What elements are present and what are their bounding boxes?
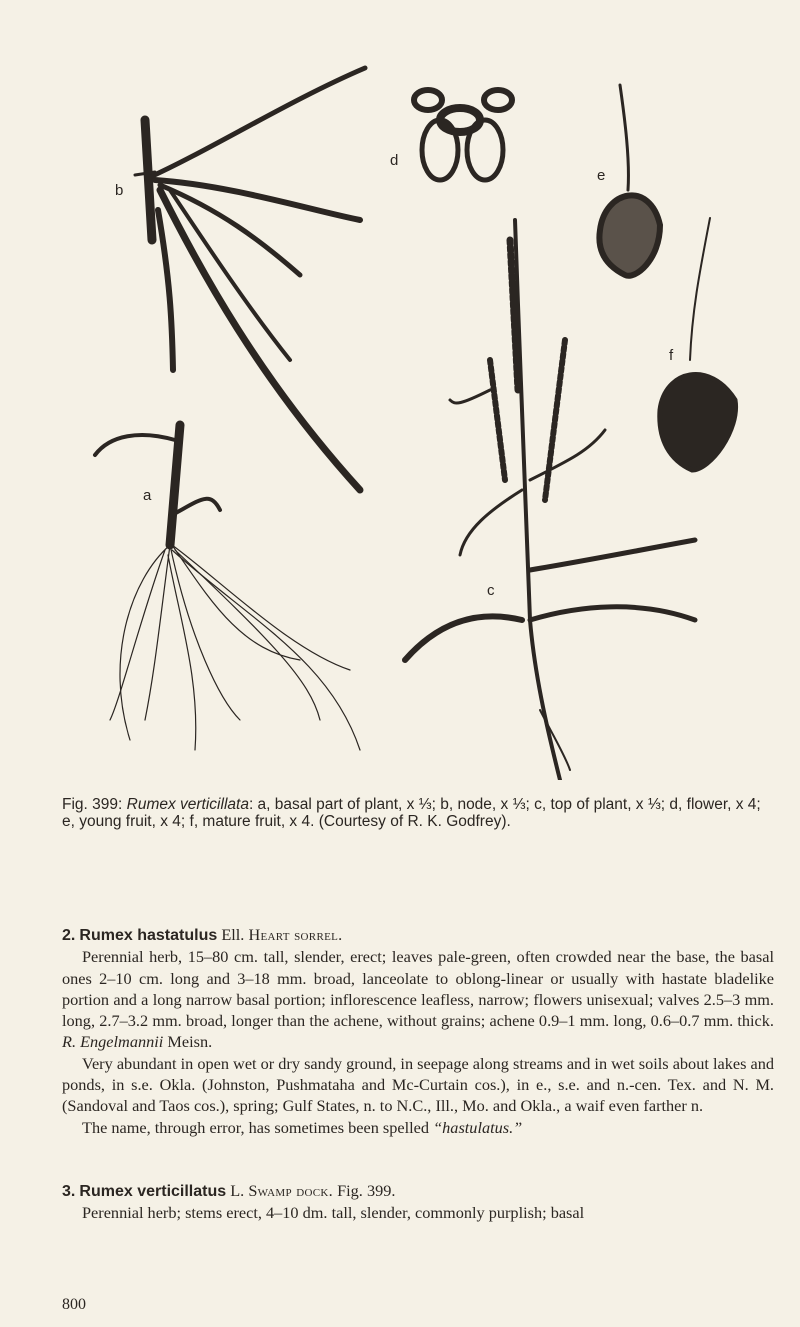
entry-2-common-name: Heart sorrel. <box>248 925 343 944</box>
entry-3-number: 3. <box>62 1183 76 1200</box>
entry-3-author: L. <box>230 1181 245 1200</box>
figure-f-mature-fruit <box>660 218 736 470</box>
figure-c-top-of-plant <box>405 220 695 780</box>
entry-rumex-verticillatus <box>62 1180 774 1224</box>
entry-2-name: Rumex hastatulus <box>79 927 218 944</box>
entry-3-description: Perennial herb; stems erect, 4–10 dm. tall, slender, commonly purplish; basal <box>82 1203 585 1223</box>
entry-2-synonym: R. Engelmannii <box>62 1032 164 1052</box>
entry-rumex-hastatulus <box>62 924 774 1138</box>
entry-2-description-text: Perennial herb, 15–80 cm. tall, slender, erect; leaves pale-green, often crowded near the base, the basal ones 2–10 cm. long and 3–18 mm. broad, lanceolate to oblong-linear or usually with hastate bladelike portion and a long narrow basal portion; inflorescence leafless, narrow; flowers unisexual; valves 2.5–3 mm. long, 2.7–3.2 mm. broad, longer than the achene, without grains; achene 0.9–1 mm. long, 0.6–0.7 mm. thick. <box>62 947 774 1031</box>
figure-caption <box>62 796 770 830</box>
figure-label-e: e <box>597 167 606 184</box>
figure-label-d: d <box>390 152 399 169</box>
figure-label-a: a <box>143 487 152 504</box>
entry-3-name: Rumex verticillatus <box>79 1183 227 1200</box>
caption-species: Rumex verticillata <box>126 796 249 813</box>
entry-2-name-note <box>62 1117 774 1138</box>
entry-3-figure-ref: Fig. 399. <box>337 1181 396 1200</box>
entry-2-synonym-author: Meisn. <box>167 1032 213 1052</box>
entry-2-number: 2. <box>62 927 76 944</box>
figure-label-b: b <box>115 182 124 199</box>
figure-d-flower <box>414 90 512 180</box>
entry-2-name-note-text: The name, through error, has sometimes been spelled <box>82 1117 430 1137</box>
entry-2-misspelling: “hastulatus.” <box>433 1117 523 1137</box>
entry-3-heading <box>62 1180 774 1202</box>
page-number: 800 <box>62 1296 86 1313</box>
figure-e-young-fruit <box>599 85 660 276</box>
botanical-figure <box>60 60 750 780</box>
caption-fig-number: Fig. 399: <box>62 796 123 813</box>
entry-2-author: Ell. <box>221 925 245 944</box>
entry-2-distribution: Very abundant in open wet or dry sandy ground, in seepage along streams and in wet soils about lakes and ponds, in s.e. Okla. (Johnston, Pushmataha and Mc-Curtain cos.), in e., s.e. and n.-cen. Tex. and N. M. (Sandoval and Taos cos.), spring; Gulf States, n. to N.C., Ill., Mo. and Okla., a waif even farther n. <box>62 1053 774 1116</box>
entry-2-description <box>62 946 774 1052</box>
entry-3-common-name: Swamp dock. <box>248 1181 333 1200</box>
figure-label-c: c <box>487 582 495 599</box>
figure-label-f: f <box>669 347 674 364</box>
caption-text: : a, basal part of plant, x ⅓; b, node, x ⅓; c, top of plant, x ⅓; d, flower, x 4; e, young fruit, x 4; f, mature fruit, x 4. (Courtesy of R. K. Godfrey). <box>62 796 761 830</box>
figure-b-node <box>135 68 365 490</box>
figure-a-basal-part <box>95 425 360 750</box>
entry-2-heading <box>62 924 774 946</box>
